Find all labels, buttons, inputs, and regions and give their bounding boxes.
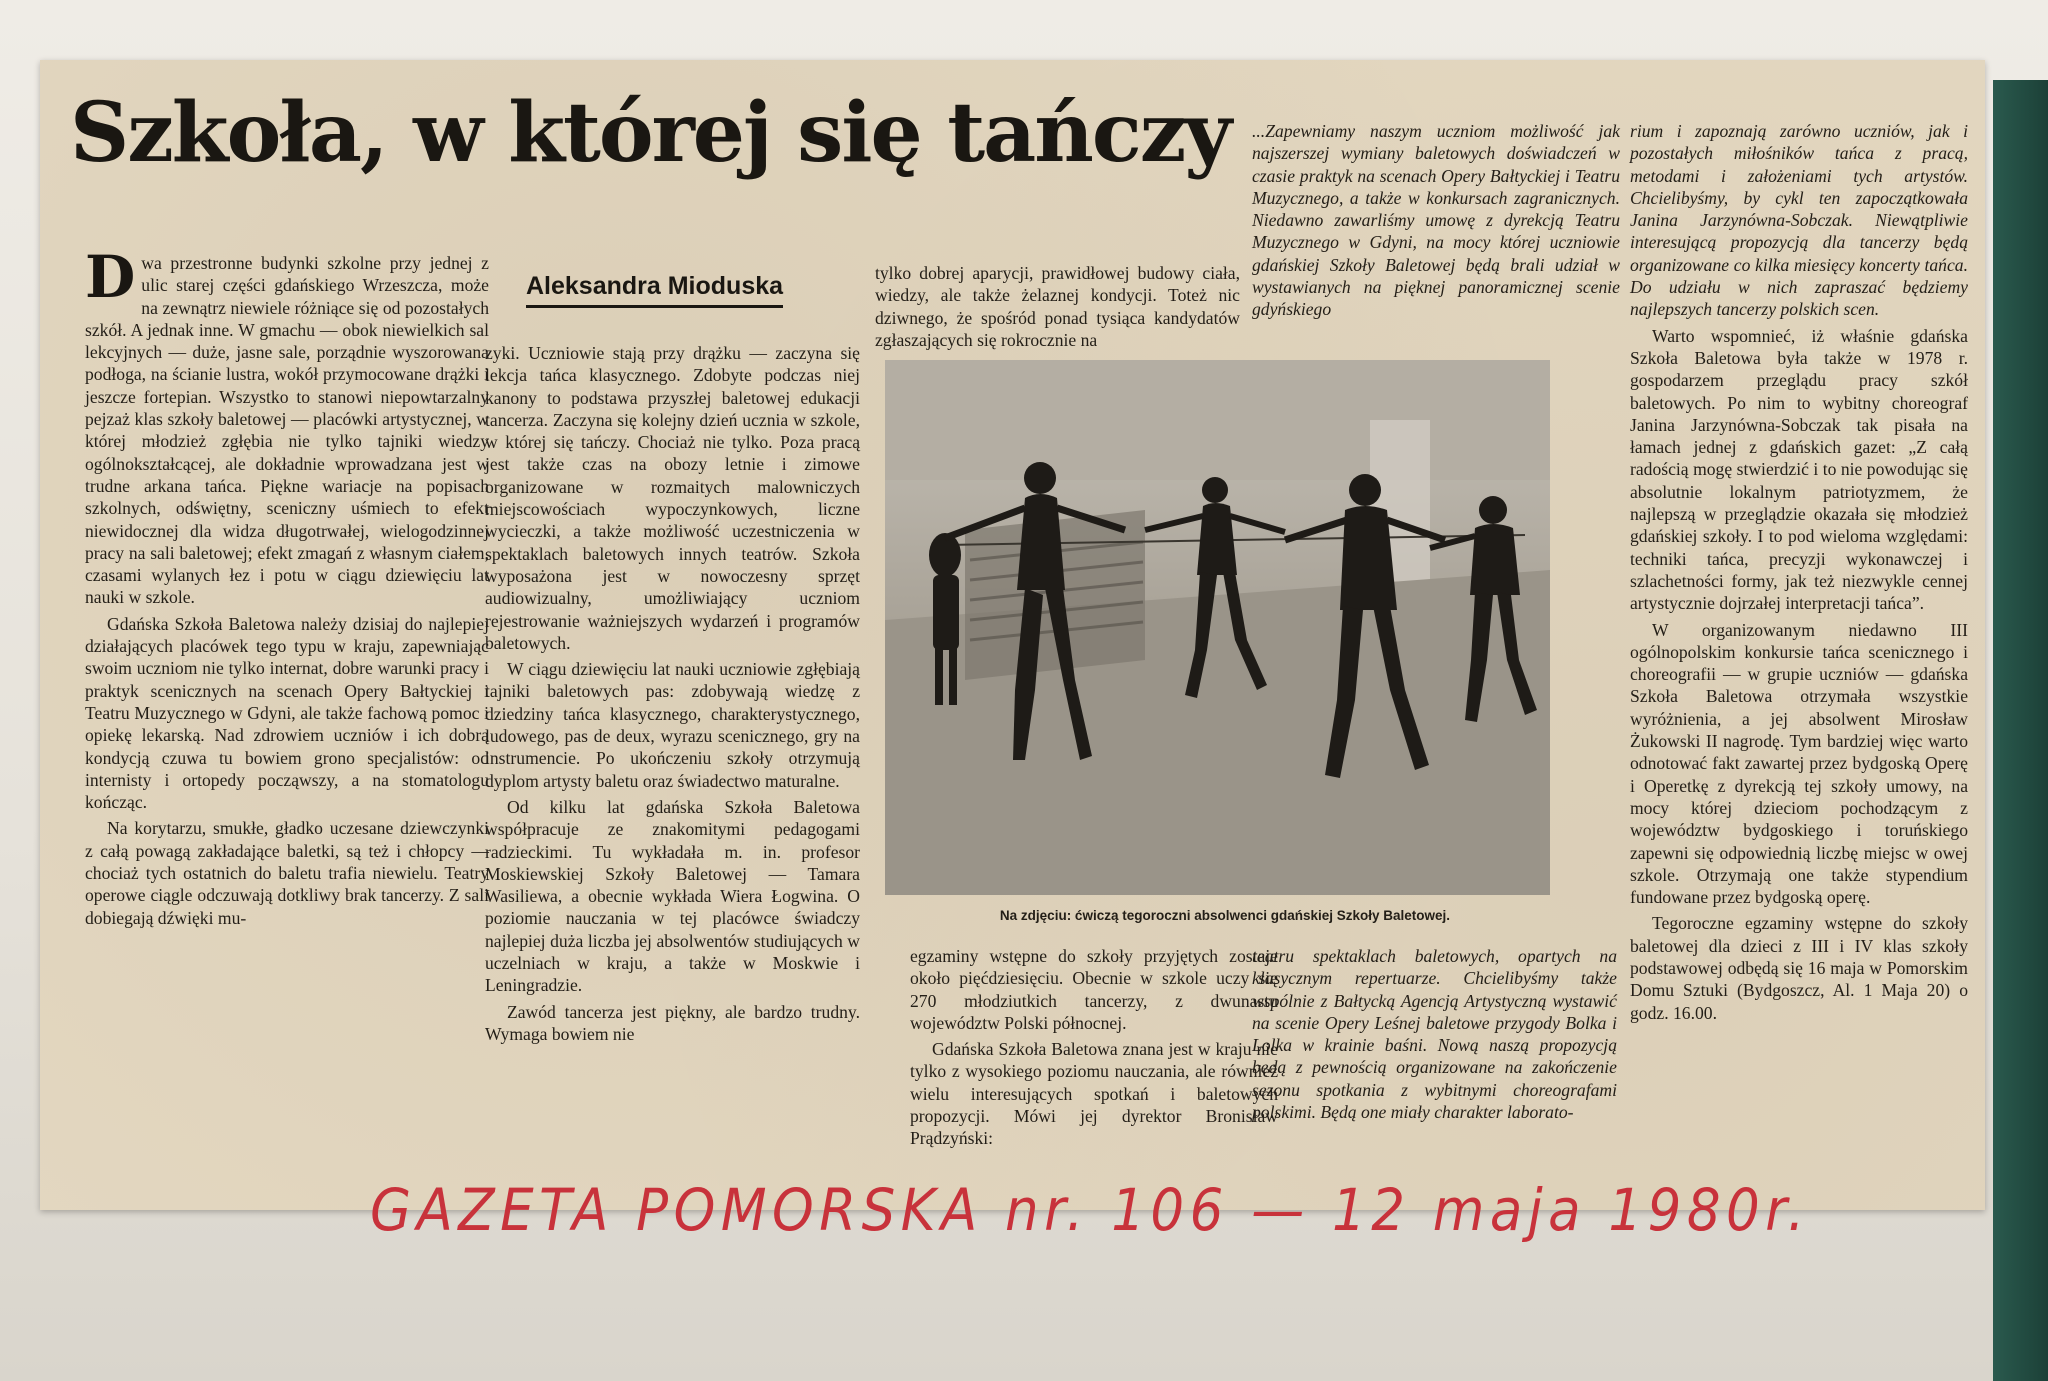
article-photo — [885, 360, 1550, 895]
paragraph: Gdańska Szkoła Baletowa znana jest w kraju nie tylko z wysokiego poziomu nauczania, ale również wielu interesujących spotkań i baletowych propozycji. Mówi jej dyrektor Bronisław Prądzyński: — [910, 1039, 1278, 1149]
paragraph: zyki. Uczniowie stają przy drążku — zaczyna się lekcja tańca klasycznego. Zdobyte podczas niej kanony to podstawa przyszłej baletowej edukacji tancerza. Zaczyna się kolejny dzień ucznia w szkole, w której się tańczy. Chociaż nie tylko. Poza pracą jest także czas na obozy letnie i zimowe organizowane w rozmaitych malowniczych miejscowościach wypoczynkowych, liczne wycieczki, a także możliwość uczestniczenia w spektaklach baletowych innych teatrów. Szkoła wyposażona jest w nowoczesny sprzęt audiowizualny, umożliwiający uczniom rejestrowanie ważniejszych wydarzeń i programów baletowych. — [485, 343, 860, 653]
paragraph: Od kilku lat gdańska Szkoła Baletowa współpracuje ze znakomitymi pedagogami radzieckimi. Tu wykładała m. in. profesor Moskiewskiej Szkoły Baletowej — Tamara Wasiliewa, a obecnie wykłada Wiera Łogwina. O poziomie nauczania w tej placówce świadczy najlepiej duża liczba jej absolwentów studiujących w uczelniach w kraju, a także w Moskwie i Leningradzie. — [485, 796, 860, 996]
newspaper-clipping — [40, 60, 1985, 1210]
paragraph: Warto wspomnieć, iż właśnie gdańska Szkoła Baletowa była także w 1978 r. gospodarzem przeglądu pracy szkół baletowych. Po nim to wybitny choreograf Janina Jarzynówna-Sobczak tak pisała na łamach jednej z gdańskich gazet: „Z całą radością mogę stwierdzić i to nie powodując się absolutnie lokalnym patriotyzmem, że najlepszą w przeglądzie okazała się młodzież gdańskiej szkoły. I to pod wieloma względami: techniki tańca, precyzji wykonawczej i szlachetności formy, jak też niezwykle cennej artystycznie dojrzałej interpretacji tańca”. — [1630, 325, 1968, 614]
column-3-bottom — [910, 945, 1278, 1154]
paragraph: Tegoroczne egzaminy wstępne do szkoły baletowej dla dzieci z III i IV klas szkoły podstawowej odbędą się 16 maja w Pomorskim Domu Sztuki (Bydgoszcz, Al. 1 Maja 20) o godz. 16.00. — [1630, 913, 1968, 1023]
paragraph — [85, 243, 489, 609]
paragraph-text: wa przestronne budynki szkolne przy jednej z ulic starej części gdańskiego Wrzeszcza, może na zewnątrz niewiele różniące się od pozostałych szkół. A jednak inne. W gmachu — obok niewielkich sal lekcyjnych — duże, jasne sale, porządnie wyszorowana podłoga, na ścianie lustra, wokół przymocowane drążki i jeszcze fortepian. Wszystko to stanowi niepowtarzalny pejzaż klas szkoły baletowej — placówki artystycznej, w której młodzież zgłębia nie tylko tajniki wiedzy ogólnokształcącej, ale dokładnie wprowadzana jest w trudne arkana tańca. Piękne wariacje na popisach szkolnych, odświętny, sceniczny uśmiech to efekt niewidocznej dla widza długotrwałej, wielogodzinnej pracy na sali baletowej; efekt zmagań z własnym ciałem, czasami wylanych łez i potu w ciągu dziewięciu lat nauki w szkole. — [85, 253, 489, 608]
paragraph: W ciągu dziewięciu lat nauki uczniowie zgłębiają tajniki baletowych pas: zdobywają wiedzę z dziedziny tańca klasycznego, charakterystycznego, ludowego, pas de deux, wyrazu scenicznego, gry na instrumencie. Po ukończeniu szkoły otrzymują dyplom artysty baletu oraz świadectwo maturalne. — [485, 659, 860, 791]
article-headline: Szkoła, w której się tańczy — [70, 85, 1230, 181]
paragraph: W organizowanym niedawno III ogólnopolskim konkursie tańca scenicznego i choreografii — w grupie uczniów — gdańska Szkoła Baletowa otrzymała wszystkie wyróżnienia, a jej absolwent Mirosław Żukowski II nagrodę. Tym bardziej więc warto odnotować fakt zawartej przez bydgoską Operę i Operetkę z dyrekcją tej szkoły umowy, na mocy której dzieciom pochodzącym z województw bydgoskiego i toruńskiego zapewni się odpowiednią liczbę miejsc w owej szkole. Otrzymają one także stypendium fundowane przez bydgoską operę. — [1630, 619, 1968, 908]
green-folder-edge — [1993, 80, 2048, 1381]
column-2 — [485, 342, 860, 1049]
handwritten-note — [330, 1140, 1890, 1260]
ballet-dancers-image — [885, 360, 1550, 895]
drop-cap: D — [85, 243, 136, 311]
handwritten-note-text: GAZETA POMORSKA nr. 106 — 12 maja 1980r. — [370, 1176, 1810, 1244]
column-1 — [85, 243, 489, 933]
paragraph: Na korytarzu, smukłe, gładko uczesane dziewczynki z całą powagą zakładające baletki, są też i chłopcy — chociaż tych ostatnich do baletu trafia niewielu. Teatry operowe ciągle odczuwają dotkliwy brak tancerzy. Z sali dobiegają dźwięki mu- — [85, 818, 489, 928]
article-byline: Aleksandra Mioduska — [526, 272, 783, 308]
column-4-bottom — [1252, 945, 1617, 1127]
paragraph: Zawód tancerza jest piękny, ale bardzo trudny. Wymaga bowiem nie — [485, 1001, 860, 1044]
paragraph: Gdańska Szkoła Baletowa należy dzisiaj do najlepiej działających placówek tego typu w kraju, zapewniając swoim uczniom nie tylko internat, dobre warunki pracy i praktyk scenicznych na scenach Opery Bałtyckiej i Teatru Muzycznego w Gdyni, ale także fachową pomoc i opiekę lekarską. Nad zdrowiem uczniów i ich dobrą kondycją czuwa tu bowiem grono specjalistów: od internisty i ortopedy począwszy, a na stomatologu kończąc. — [85, 613, 489, 813]
paragraph: ...Zapewniamy naszym uczniom możliwość jak najszerszej wymiany baletowych doświadczeń w czasie praktyk na scenach Opery Bałtyckiej i Teatru Muzycznego, a także w konkursach zagranicznych. Niedawno zawarliśmy umowę z dyrekcją Teatru Muzycznego w Gdyni, na mocy której uczniowie gdańskiej Szkoły Baletowej będą brali udział w wystawianych na pięknej panoramicznej scenie gdyńskiego — [1252, 121, 1620, 320]
paragraph: tylko dobrej aparycji, prawidłowej budowy ciała, wiedzy, ale także żelaznej kondycji. Toteż nic dziwnego, że spośród ponad tysiąca kandydatów zgłaszających się rokrocznie na — [875, 263, 1240, 350]
paragraph: rium i zapoznają zarówno uczniów, jak i pozostałych miłośników tańca z pracą, metodami i założeniami tych artystów. Chcielibyśmy, by cykl ten zapoczątkowała Janina Jarzynówna-Sobczak. Niewątpliwie interesującą propozycją dla tancerzy będą organizowane co kilka miesięcy koncerty tańca. Do udziału w nich zapraszać będziemy najlepszych tancerzy polskich scen. — [1630, 121, 1968, 320]
column-3-top — [875, 262, 1240, 355]
paragraph: egzaminy wstępne do szkoły przyjętych zostaje około pięćdziesięciu. Obecnie w szkole uczy się 270 młodziutkich tancerzy, z dwunastu województw Polski północnej. — [910, 946, 1278, 1033]
paragraph: teatru spektaklach baletowych, opartych na klasycznym repertuarze. Chcielibyśmy także wspólnie z Bałtycką Agencją Artystyczną wystawić na scenie Opery Leśnej baletowe przygody Bolka i Lolka w krainie baśni. Nową naszą propozycją będą z pewnością organizowane na zakończenie sezonu spotkania z wybitnymi choreografami polskimi. Będą one miały charakter laborato- — [1252, 946, 1617, 1123]
photo-caption: Na zdjęciu: ćwiczą tegoroczni absolwenci gdańskiej Szkoły Baletowej. — [999, 908, 1451, 923]
column-5 — [1630, 120, 1968, 1028]
column-4-top — [1252, 120, 1620, 325]
